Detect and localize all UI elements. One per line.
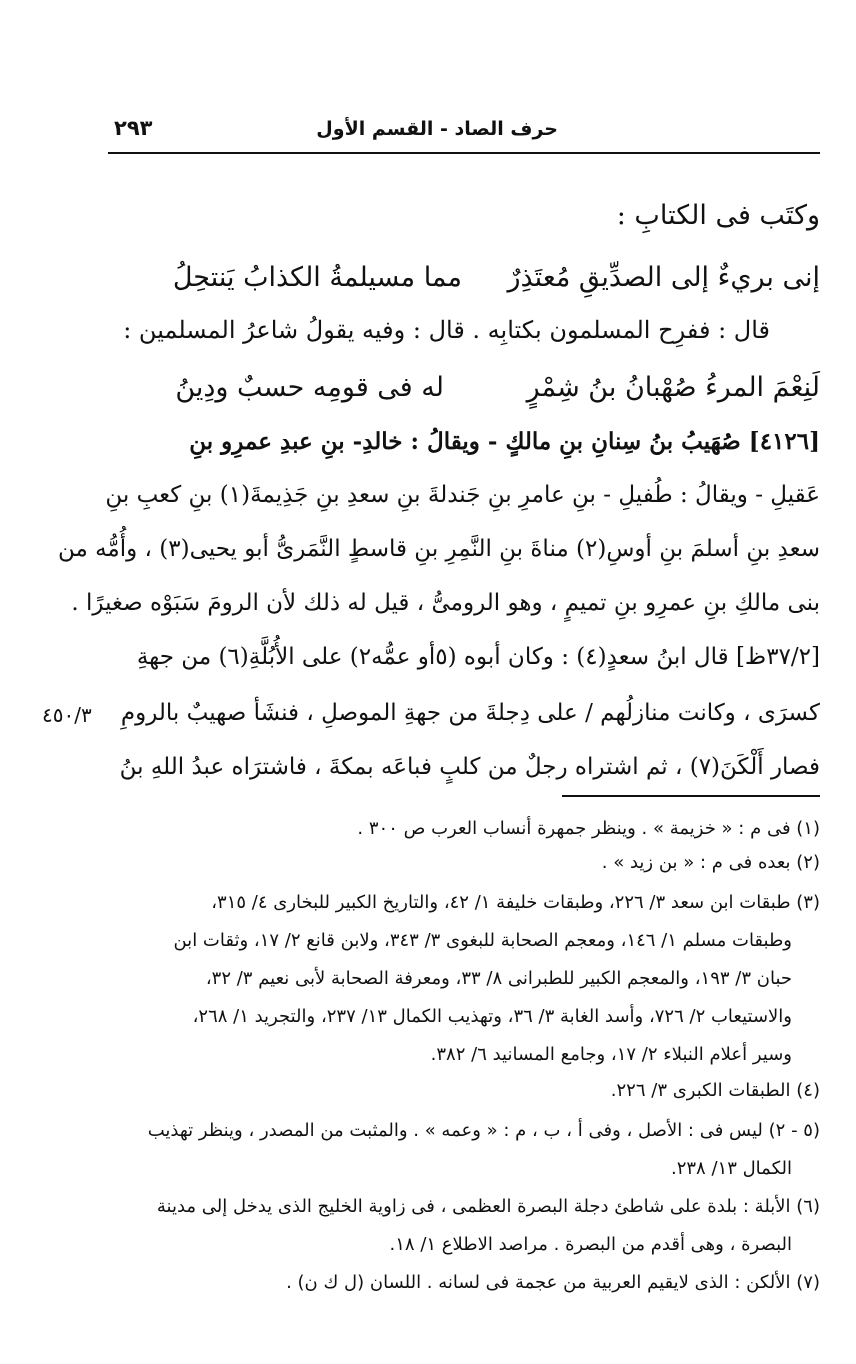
footnote-3-line-1: (٣) طبقات ابن سعد ٣/ ٢٢٦، وطبقات خليفة ١/ ٤٢، والتاريخ الكبير للبخارى ٤/ ٣١٥، xyxy=(211,892,820,913)
entry-line-5: [٣٧/٢ظ] قال ابنُ سعدٍ(٤) : وكان أبوه (٥أو عمُّه٢) على الأُبُلَّةِ(٦) من جهةِ xyxy=(136,644,820,670)
header-title: حرف الصاد - القسم الأول xyxy=(316,118,558,140)
running-header xyxy=(108,112,820,154)
footnote-4: (٤) الطبقات الكبرى ٣/ ٢٢٦. xyxy=(610,1080,820,1101)
footnote-3-line-5: وسير أعلام النبلاء ٢/ ١٧، وجامع المسانيد ٦/ ٣٨٢. xyxy=(430,1044,792,1065)
footnote-separator xyxy=(562,795,820,797)
footnote-3-line-2: وطبقات مسلم ١/ ١٤٦، ومعجم الصحابة للبغوى ٣/ ٣٤٣، ولابن قانع ٢/ ١٧، وثقات ابن xyxy=(173,930,792,951)
narration-line: قال : ففرِح المسلمون بكتابِه . قال : وفيه يقولُ شاعرُ المسلمين : xyxy=(123,316,770,344)
verse1-second-hemistich: مما مسيلمةُ الكذابُ يَنتحِلُ xyxy=(172,262,462,293)
footnote-1: (١) فى م : « خزيمة » . وينظر جمهرة أنساب العرب ص ٣٠٠ . xyxy=(357,818,820,839)
footnote-3-line-3: حبان ٣/ ١٩٣، والمعجم الكبير للطبرانى ٨/ ٣٣، ومعرفة الصحابة لأبى نعيم ٣/ ٣٢، xyxy=(205,968,792,989)
footnote-6-line-2: البصرة ، وهى أقدم من البصرة . مراصد الاطلاع ١/ ١٨. xyxy=(389,1234,792,1255)
entry-line-4: بنى مالكِ بنِ عمرِو بنِ تميمٍ ، وهو الرومىُّ ، قيل له ذلك لأن الرومَ سَبَوْه صغيرًا . xyxy=(71,590,820,616)
entry-line-6: كسرَى ، وكانت منازلُهم / على دِجلةَ من جهةِ الموصلِ ، فنشَأ صهيبٌ بالرومِ xyxy=(120,700,820,726)
verse2-first-hemistich: لَنِعْمَ المرءُ صُهْبانُ بنُ شِمْرٍ xyxy=(526,372,820,403)
entry-line-7: فصار أَلْكَنَ(٧) ، ثم اشتراه رجلٌ من كلبٍ فباعَه بمكةَ ، فاشترَاه عبدُ اللهِ بنُ xyxy=(119,754,820,780)
footnote-2: (٢) بعده فى م : « بن زيد » . xyxy=(601,852,820,873)
page-number: ٢٩٣ xyxy=(114,116,153,140)
margin-reference: ٤٥٠/٣ xyxy=(42,703,92,727)
footnote-5-line-2: الكمال ١٣/ ٢٣٨. xyxy=(670,1158,792,1179)
entry-heading-line: [٤١٢٦] صُهَيبُ بنُ سِنانِ بنِ مالكٍ - ويقالُ : خالدِ- بنِ عبدِ عمرِو بنِ xyxy=(189,428,820,455)
entry-line-3: سعدِ بنِ أسلمَ بنِ أوسِ(٢) مناةَ بنِ النَّمِرِ بنِ قاسطٍ النَّمَرىُّ أبو يحيى(٣) ، وأُمُّه من xyxy=(57,536,820,562)
footnote-3-line-4: والاستيعاب ٢/ ٧٢٦، وأسد الغابة ٣/ ٣٦، وتهذيب الكمال ١٣/ ٢٣٧، والتجريد ١/ ٢٦٨، xyxy=(192,1006,792,1027)
footnote-7: (٧) الألكن : الذى لايقيم العربية من عجمة فى لسانه . اللسان (ل ك ن) . xyxy=(286,1272,820,1293)
intro-line: وكتَب فى الكتابِ : xyxy=(616,200,820,231)
verse1-first-hemistich: إنى بريءٌ إلى الصدِّيقِ مُعتَذِرٌ xyxy=(507,262,820,293)
verse2-second-hemistich: له فى قومِه حسبٌ ودِينُ xyxy=(175,372,444,403)
footnote-6-line-1: (٦) الأبلة : بلدة على شاطئ دجلة البصرة العظمى ، فى زاوية الخليج الذى يدخل إلى مدينة xyxy=(156,1196,820,1217)
entry-line-2: عَقيلِ - ويقالُ : طُفيلِ - بنِ عامرِ بنِ جَندلةَ بنِ سعدِ بنِ جَذِيمةَ(١) بنِ كعبِ بنِ xyxy=(105,482,820,508)
footnote-5-line-1: (٥ - ٢) ليس فى : الأصل ، وفى أ ، ب ، م : « وعمه » . والمثبت من المصدر ، وينظر تهذيب xyxy=(147,1120,820,1141)
